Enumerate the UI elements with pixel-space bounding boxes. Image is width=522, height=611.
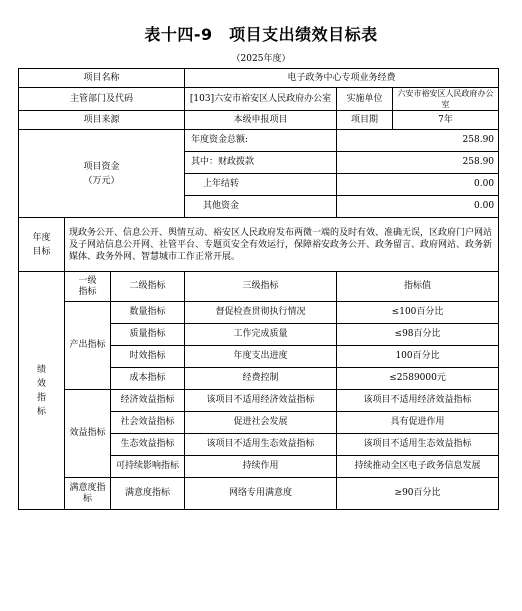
source-label: 项目来源 [19, 111, 185, 130]
source-value: 本级申报项目 [185, 111, 337, 130]
fund-fiscal-value: 258.90 [337, 152, 499, 174]
indicator-level2: 质量指标 [111, 324, 185, 346]
indicator-row [19, 478, 499, 510]
year-subtitle: （2025年度） [231, 54, 291, 64]
performance-target-table [18, 68, 499, 510]
indicator-level2: 满意度指标 [111, 478, 185, 510]
fund-total-value: 258.90 [337, 130, 499, 152]
indicator-value: 100百分比 [337, 346, 499, 368]
indicator-value: ≤2589000元 [337, 368, 499, 390]
indicator-level2: 生态效益指标 [111, 434, 185, 456]
indicator-header-row [19, 272, 499, 302]
impl-unit-value: 六安市裕安区人民政府办公室 [393, 88, 499, 111]
indicator-level2: 社会效益指标 [111, 412, 185, 434]
row-source [19, 111, 499, 130]
funds-label [19, 130, 185, 218]
benefit-indicator-label: 效益指标 [65, 390, 111, 478]
project-name-value: 电子政务中心专项业务经费 [185, 69, 499, 88]
header-level2: 二级指标 [111, 272, 185, 302]
indicator-level3: 该项目不适用生态效益指标 [185, 434, 337, 456]
project-name-label: 项目名称 [19, 69, 185, 88]
indicator-level2: 数量指标 [111, 302, 185, 324]
indicator-level3: 网络专用满意度 [185, 478, 337, 510]
indicator-row [19, 390, 499, 412]
indicator-value: 持续推动全区电子政务信息发展 [337, 456, 499, 478]
indicator-value: ≤100百分比 [337, 302, 499, 324]
row-annual-goal [19, 218, 499, 272]
funds-label-text: 项目资金 （万元） [83, 161, 120, 186]
indicator-value: ≥90百分比 [337, 478, 499, 510]
indicator-value: 具有促进作用 [337, 412, 499, 434]
indicator-level2: 成本指标 [111, 368, 185, 390]
dept-label: 主管部门及代码 [19, 88, 185, 111]
header-level1-text: 一级 指标 [78, 275, 97, 297]
fund-carryover-value: 0.00 [337, 174, 499, 196]
indicator-level3: 经费控制 [185, 368, 337, 390]
satisfaction-indicator-label [65, 478, 111, 510]
indicator-value: 该项目不适用经济效益指标 [337, 390, 499, 412]
indicator-level2: 可持续影响指标 [111, 456, 185, 478]
period-label: 项目期 [337, 111, 393, 130]
fund-other-value: 0.00 [337, 196, 499, 218]
annual-goal-text: 现政务公开、信息公开、舆情互动、裕安区人民政府发布两微一端的及时有效、准确无误，区政府门户网站及子网站信息公开网、社管平台、专题页安全有效运行，保障裕安政务公开、政务留言、政府网站、政务新媒体、政务外网、智慧城市工作正常开展。 [65, 218, 499, 272]
indicator-level3: 年度支出进度 [185, 346, 337, 368]
indicator-section-label [19, 272, 65, 510]
row-project-name [19, 69, 499, 88]
header-level3: 三级指标 [185, 272, 337, 302]
indicator-level3: 该项目不适用经济效益指标 [185, 390, 337, 412]
annual-goal-label [19, 218, 65, 272]
fund-carryover-label: 上年结转 [185, 174, 337, 196]
indicator-value: ≤98百分比 [337, 324, 499, 346]
header-level1 [65, 272, 111, 302]
indicator-level2: 时效指标 [111, 346, 185, 368]
row-fund-total [19, 130, 499, 152]
page-title: 表十四-9 项目支出绩效目标表 [144, 25, 378, 44]
period-value: 7年 [393, 111, 499, 130]
indicator-row [19, 302, 499, 324]
fund-total-label: 年度资金总额: [185, 130, 337, 152]
annual-goal-label-text: 年度 目标 [32, 232, 51, 257]
satisfaction-indicator-label-text: 满意度指 标 [69, 482, 106, 504]
indicator-level3: 持续作用 [185, 456, 337, 478]
fund-other-label: 其他资金 [185, 196, 337, 218]
dept-value: [103]六安市裕安区人民政府办公室 [185, 88, 337, 111]
indicator-level3: 督促检查贯彻执行情况 [185, 302, 337, 324]
indicator-level3: 工作完成质量 [185, 324, 337, 346]
indicator-value: 该项目不适用生态效益指标 [337, 434, 499, 456]
output-indicator-label: 产出指标 [65, 302, 111, 390]
indicator-level3: 促进社会发展 [185, 412, 337, 434]
header-value: 指标值 [337, 272, 499, 302]
fund-fiscal-label: 其中：财政拨款 [185, 152, 337, 174]
impl-unit-label: 实施单位 [337, 88, 393, 111]
indicator-section-label-text: 绩 效 指 标 [36, 364, 46, 417]
row-department [19, 88, 499, 111]
indicator-level2: 经济效益指标 [111, 390, 185, 412]
